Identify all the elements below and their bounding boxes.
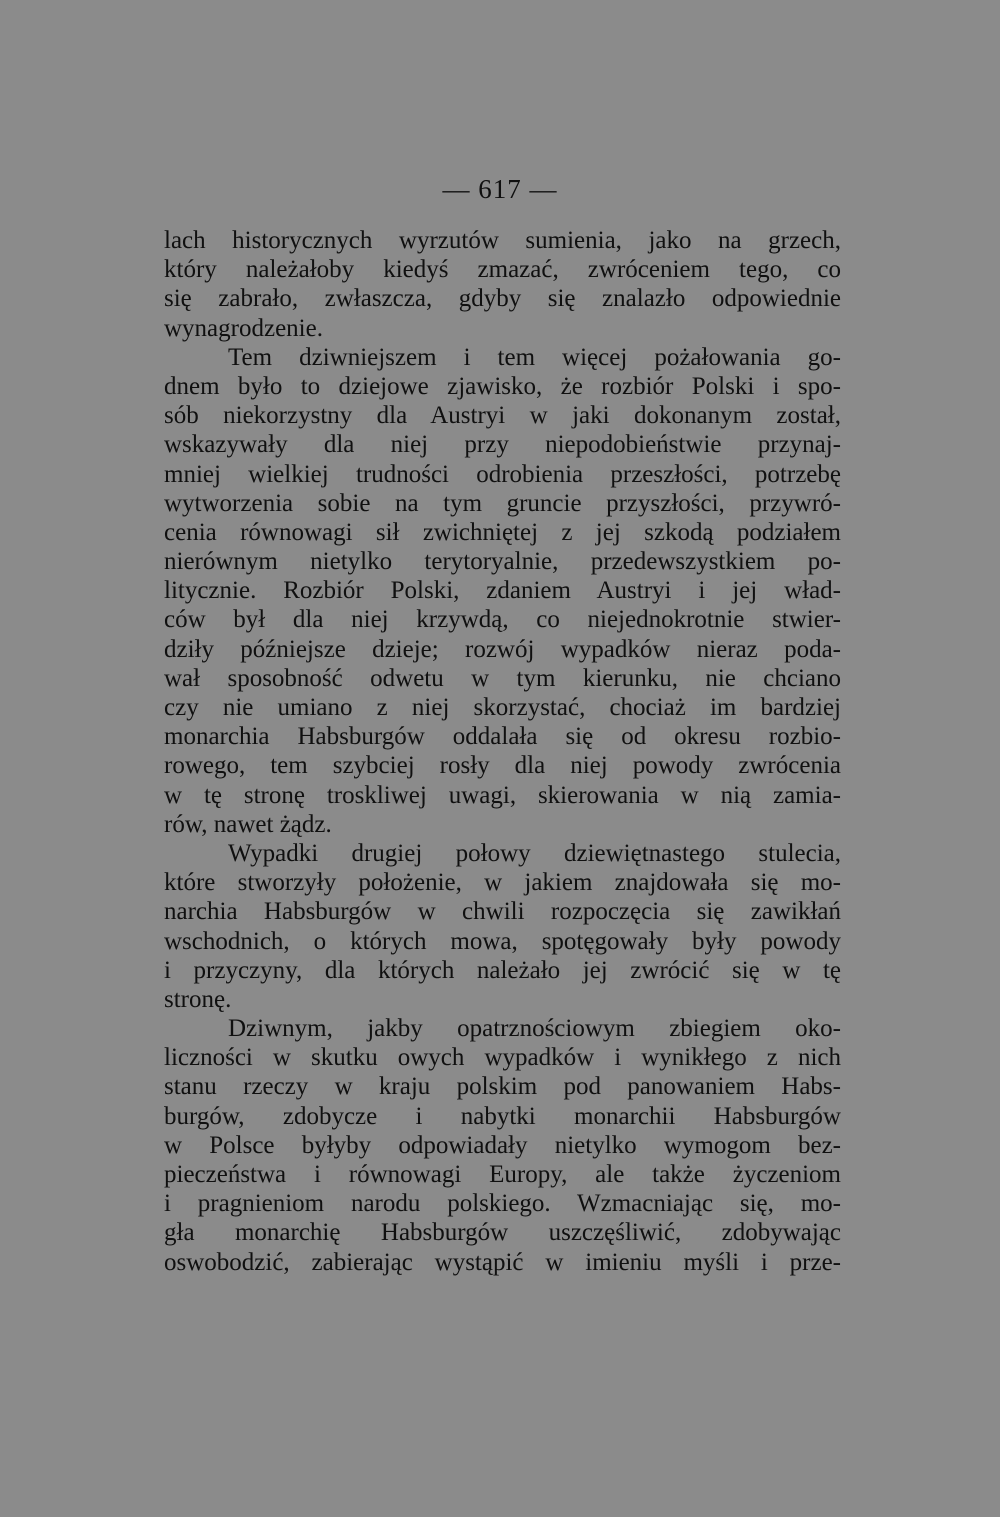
text-line: mniej wielkiej trudności odrobienia przeszłości, potrzebę	[164, 460, 841, 488]
text-line: wskazywały dla niej przy niepodobieństwie przynaj-	[164, 431, 841, 459]
text-line: monarchia Habsburgów oddalała się od okresu rozbio-	[164, 723, 841, 751]
text-line: wytworzenia sobie na tym gruncie przyszłości, przywró-	[164, 489, 841, 517]
text-line: Dziwnym, jakby opatrznościowym zbiegiem oko-	[228, 1015, 841, 1043]
text-line: rów, nawet żądz.	[164, 810, 332, 838]
text-line: stanu rzeczy w kraju polskim pod panowaniem Habs-	[164, 1073, 841, 1101]
page-number: — 617 —	[442, 174, 558, 204]
text-line: narchia Habsburgów w chwili rozpoczęcia się zawikłań	[164, 898, 841, 926]
text-line: które stworzyły położenie, w jakiem znajdowała się mo-	[164, 869, 841, 897]
text-line: sób niekorzystny dla Austryi w jaki dokonanym został,	[164, 402, 841, 430]
text-line: wschodnich, o których mowa, spotęgowały były powody	[164, 927, 841, 955]
text-line: Wypadki drugiej połowy dziewiętnastego stulecia,	[228, 839, 841, 867]
text-line: czy nie umiano z niej skorzystać, chociaż im bardziej	[164, 694, 841, 721]
text-line: i pragnieniom narodu polskiego. Wzmacniając się, mo-	[164, 1190, 841, 1218]
text-line: oswobodzić, zabierając wystąpić w imieniu myśli i prze-	[164, 1248, 841, 1276]
text-line: gła monarchię Habsburgów uszczęśliwić, zdobywając	[164, 1219, 841, 1247]
text-line: nierównym nietylko terytoryalnie, przedewszystkiem po-	[164, 548, 841, 576]
text-line: pieczeństwa i równowagi Europy, ale także życzeniom	[164, 1161, 841, 1188]
page-body-text	[164, 226, 841, 1277]
text-line: w tę stronę troskliwej uwagi, skierowania w nią zamia-	[164, 781, 841, 809]
text-line: w Polsce byłyby odpowiadały nietylko wymogom bez-	[164, 1131, 841, 1159]
text-line: ców był dla niej krzywdą, co niejednokrotnie stwier-	[164, 606, 841, 634]
text-line: i przyczyny, dla których należało jej zwrócić się w tę	[164, 956, 841, 984]
text-line: Tem dziwniejszem i tem więcej pożałowania go-	[228, 343, 841, 371]
text-line: rowego, tem szybciej rosły dla niej powody zwrócenia	[164, 752, 841, 780]
text-line: litycznie. Rozbiór Polski, zdaniem Austryi i jej wład-	[164, 577, 841, 605]
text-line: który należałoby kiedyś zmazać, zwróceniem tego, co	[164, 256, 841, 284]
text-line: się zabrało, zwłaszcza, gdyby się znalazło odpowiednie	[164, 285, 841, 313]
text-line: dziły późniejsze dzieje; rozwój wypadków nieraz poda-	[164, 635, 841, 663]
text-line: dnem było to dziejowe zjawisko, że rozbiór Polski i spo-	[164, 372, 841, 400]
text-line: wynagrodzenie.	[164, 314, 323, 342]
text-line: burgów, zdobycze i nabytki monarchii Habsburgów	[164, 1102, 841, 1130]
text-line: liczności w skutku owych wypadków i wynikłego z nich	[164, 1044, 841, 1072]
text-line: cenia równowagi sił zwichniętej z jej szkodą podziałem	[164, 518, 841, 546]
text-line: wał sposobność odwetu w tym kierunku, nie chciano	[164, 664, 841, 692]
text-line: lach historycznych wyrzutów sumienia, jako na grzech,	[164, 227, 841, 254]
text-line: stronę.	[164, 985, 232, 1013]
